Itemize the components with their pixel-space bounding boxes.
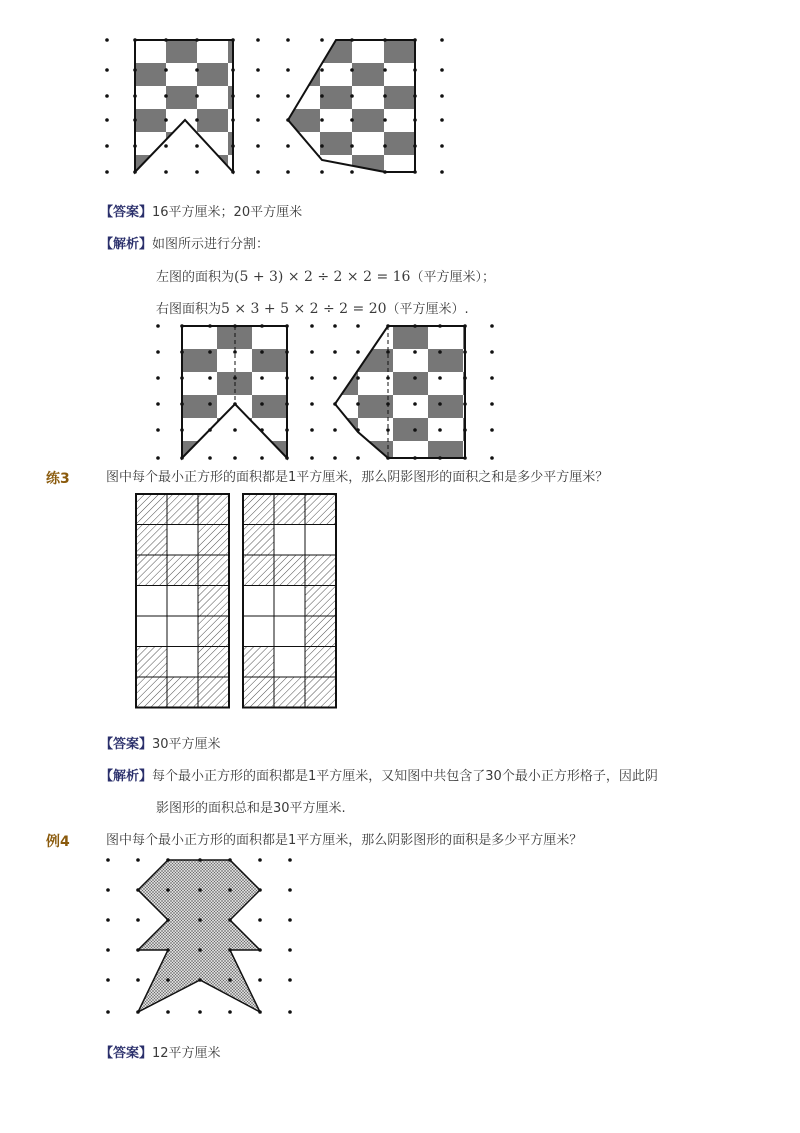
grid-dot [288, 1010, 292, 1014]
grid-dot [195, 94, 199, 98]
hatched-cell [167, 494, 198, 525]
grid-dot [320, 38, 324, 42]
grid-dot [156, 456, 160, 460]
grid-dot [106, 888, 110, 892]
hatched-cell [198, 616, 229, 647]
hatched-cell [305, 555, 336, 586]
grid-dot [490, 428, 494, 432]
grid-dot [413, 144, 417, 148]
grid-dot [166, 1010, 170, 1014]
grid-dot [288, 918, 292, 922]
grid-dot [350, 38, 354, 42]
solution-text-line1: 每个最小正方形的面积都是1平方厘米，又知图中共包含了30个最小正方形格子，因此阴 [152, 769, 658, 784]
grid-dot [356, 456, 360, 460]
grid-dot [156, 428, 160, 432]
grid-dot [105, 68, 109, 72]
grid-dot [288, 978, 292, 982]
empty-cell [167, 525, 198, 556]
figure-hatched-grids [0, 490, 800, 710]
grid-dot [285, 428, 289, 432]
grid-dot [136, 918, 140, 922]
grid-dot [256, 94, 260, 98]
grid-dot [463, 456, 467, 460]
hatched-cell [136, 525, 167, 556]
empty-cell [136, 616, 167, 647]
grid-dot [463, 376, 467, 380]
grid-dot [256, 170, 260, 174]
right-divided-shape [335, 326, 465, 458]
grid-dot [260, 376, 264, 380]
grid-dot [320, 94, 324, 98]
grid-dot [233, 376, 237, 380]
empty-cell [274, 586, 305, 617]
answer-3 [100, 736, 221, 754]
grid-dot [288, 858, 292, 862]
answer-text: 16平方厘米；20平方厘米 [152, 205, 303, 220]
grid-dot [386, 350, 390, 354]
grid-dot [333, 456, 337, 460]
answer-tag: 【答案】 [100, 737, 153, 752]
grid-dot [106, 948, 110, 952]
grid-dot [156, 376, 160, 380]
grid-dot [490, 456, 494, 460]
figure-checkered-shapes [0, 0, 800, 200]
solution-1 [100, 236, 269, 254]
grid-dot [463, 402, 467, 406]
grid-dot [233, 456, 237, 460]
grid-dot [440, 68, 444, 72]
grid-dot [198, 1010, 202, 1014]
grid-dot [285, 402, 289, 406]
grid-dot [164, 68, 168, 72]
grid-dot [166, 948, 170, 952]
grid-dot [228, 888, 232, 892]
grid-dot [333, 324, 337, 328]
hatched-cell [136, 555, 167, 586]
example-4-question: 图中每个最小正方形的面积都是1平方厘米，那么阴影图形的面积是多少平方厘米？ [106, 833, 583, 848]
grid-dot [413, 118, 417, 122]
grid-dot [350, 94, 354, 98]
grid-dot [260, 456, 264, 460]
grid-dot [164, 94, 168, 98]
grid-dot [156, 324, 160, 328]
line2-prefix: 右图面积为 [156, 302, 222, 317]
exercise-3-label: 练3 [46, 471, 70, 487]
grid-dot [490, 350, 494, 354]
grid-dot [286, 118, 290, 122]
grid-dot [198, 918, 202, 922]
hatched-cell [136, 647, 167, 678]
grid-dot [356, 350, 360, 354]
exercise-3-question: 图中每个最小正方形的面积都是1平方厘米，那么阴影图形的面积之和是多少平方厘米？ [106, 470, 609, 485]
grid-dot [285, 350, 289, 354]
line2-suffix: （平方厘米）. [386, 302, 469, 317]
grid-dot [288, 948, 292, 952]
grid-dot [231, 144, 235, 148]
grid-dot [180, 350, 184, 354]
grid-dot [383, 144, 387, 148]
grid-dot [258, 918, 262, 922]
grid-dot [208, 402, 212, 406]
grid-dot [438, 350, 442, 354]
hatched-cell [305, 677, 336, 708]
grid-dot [195, 170, 199, 174]
grid-dot [256, 68, 260, 72]
grid-dot [383, 38, 387, 42]
grid-dot [133, 170, 137, 174]
solution-1-line2 [156, 300, 469, 319]
grid-dot [260, 428, 264, 432]
hatched-cell [274, 555, 305, 586]
grid-dot [285, 456, 289, 460]
grid-dot [195, 144, 199, 148]
answer-tag: 【答案】 [100, 1046, 153, 1061]
grid-dot [133, 68, 137, 72]
grid-dot [198, 978, 202, 982]
hatched-cell [243, 494, 274, 525]
grid-dot [286, 144, 290, 148]
grid-dot [106, 978, 110, 982]
grid-dot [413, 170, 417, 174]
grid-dot [440, 94, 444, 98]
grid-dot [136, 978, 140, 982]
hatched-cell [198, 494, 229, 525]
grid-dot [383, 118, 387, 122]
grid-dot [490, 402, 494, 406]
grid-dot [286, 170, 290, 174]
grid-dot [105, 94, 109, 98]
example-4-label: 例4 [46, 834, 70, 850]
hatched-cell [305, 616, 336, 647]
grid-dot [386, 324, 390, 328]
answer-1 [100, 204, 302, 222]
grid-dot [310, 376, 314, 380]
hatched-cell [243, 525, 274, 556]
grid-dot [180, 456, 184, 460]
grid-dot [490, 376, 494, 380]
grid-dot [438, 456, 442, 460]
grid-dot [166, 918, 170, 922]
grid-dot [320, 68, 324, 72]
grid-dot [288, 888, 292, 892]
grid-dot [136, 888, 140, 892]
grid-dot [156, 402, 160, 406]
grid-dot [208, 350, 212, 354]
hatched-cell [198, 525, 229, 556]
grid-dot [180, 376, 184, 380]
grid-dot [105, 170, 109, 174]
grid-dot [356, 402, 360, 406]
hatched-cell [243, 647, 274, 678]
grid-dot [438, 428, 442, 432]
line1-math: (5 + 3) × 2 ÷ 2 × 2 = 16 [234, 269, 411, 285]
grid-dot [228, 948, 232, 952]
hatched-cell [274, 677, 305, 708]
grid-dot [166, 888, 170, 892]
grid-dot [133, 144, 137, 148]
grid-dot [383, 68, 387, 72]
grid-dot [233, 428, 237, 432]
grid-dot [231, 68, 235, 72]
empty-cell [274, 647, 305, 678]
empty-cell [274, 525, 305, 556]
grid-dot [438, 402, 442, 406]
grid-dot [413, 94, 417, 98]
grid-dot [208, 376, 212, 380]
answer-tag: 【答案】 [100, 205, 153, 220]
grid-dot [413, 68, 417, 72]
grid-dot [350, 144, 354, 148]
grid-dot [440, 118, 444, 122]
grid-dot [106, 858, 110, 862]
grid-dot [258, 948, 262, 952]
grid-dot [164, 170, 168, 174]
grid-dot [310, 402, 314, 406]
empty-cell [305, 525, 336, 556]
grid-dot [106, 918, 110, 922]
empty-cell [136, 586, 167, 617]
grid-dot [258, 888, 262, 892]
hatched-cell [198, 555, 229, 586]
grid-dot [133, 94, 137, 98]
grid-dot [233, 350, 237, 354]
grid-dot [105, 118, 109, 122]
grid-dot [195, 38, 199, 42]
grid-dot [286, 94, 290, 98]
grid-dot [310, 324, 314, 328]
grid-dot [413, 402, 417, 406]
empty-cell [243, 616, 274, 647]
grid-dot [463, 324, 467, 328]
grid-dot [440, 144, 444, 148]
solution-3-line2: 影图形的面积总和是30平方厘米. [156, 801, 346, 816]
hatched-cell [167, 677, 198, 708]
grid-dot [136, 858, 140, 862]
empty-cell [274, 616, 305, 647]
grid-dot [198, 858, 202, 862]
grid-dot [386, 376, 390, 380]
hatched-cell [274, 494, 305, 525]
grid-dot [198, 888, 202, 892]
grid-dot [195, 118, 199, 122]
solution-tag: 【解析】 [100, 237, 153, 252]
grid-dot [164, 38, 168, 42]
hatched-cell [305, 494, 336, 525]
grid-dot [133, 118, 137, 122]
grid-dot [260, 324, 264, 328]
grid-dot [180, 428, 184, 432]
grid-dot [386, 428, 390, 432]
hatched-cell [136, 677, 167, 708]
grid-dot [413, 456, 417, 460]
grid-dot [228, 858, 232, 862]
grid-dot [320, 118, 324, 122]
grid-dot [164, 144, 168, 148]
grid-dot [231, 170, 235, 174]
grid-dot [258, 1010, 262, 1014]
grid-dot [413, 376, 417, 380]
solution-3 [100, 768, 658, 786]
grid-dot [198, 948, 202, 952]
hatched-cell [305, 586, 336, 617]
hatched-cell [198, 677, 229, 708]
answer-text: 12平方厘米 [152, 1046, 221, 1061]
grid-dot [166, 858, 170, 862]
grid-dot [208, 324, 212, 328]
solution-tag: 【解析】 [100, 769, 153, 784]
grid-dot [463, 350, 467, 354]
hatched-cell [243, 677, 274, 708]
grid-dot [320, 170, 324, 174]
grid-dot [256, 38, 260, 42]
grid-dot [256, 118, 260, 122]
grid-dot [333, 428, 337, 432]
answer-4 [100, 1045, 221, 1063]
grid-dot [310, 350, 314, 354]
grid-dot [286, 68, 290, 72]
grid-dot [286, 38, 290, 42]
hatched-cell [305, 647, 336, 678]
grid-dot [356, 324, 360, 328]
grid-dot [166, 978, 170, 982]
grid-dot [164, 118, 168, 122]
grid-dot [285, 324, 289, 328]
grid-dot [233, 324, 237, 328]
grid-dot [438, 376, 442, 380]
grid-dot [350, 118, 354, 122]
grid-dot [136, 1010, 140, 1014]
grid-dot [440, 170, 444, 174]
grid-dot [386, 402, 390, 406]
grid-dot [356, 428, 360, 432]
left-checkered-shape [135, 40, 233, 172]
line2-math: 5 × 3 + 5 × 2 ÷ 2 = 20 [221, 301, 387, 317]
grid-dot [310, 428, 314, 432]
grid-dot [231, 38, 235, 42]
answer-text: 30平方厘米 [152, 737, 221, 752]
grid-dot [463, 428, 467, 432]
line1-prefix: 左图的面积为 [156, 270, 235, 285]
grid-dot [258, 858, 262, 862]
grid-dot [310, 456, 314, 460]
grid-dot [228, 918, 232, 922]
robot-shape [138, 860, 260, 1012]
solution-1-line1 [156, 268, 495, 287]
grid-dot [285, 376, 289, 380]
grid-dot [356, 376, 360, 380]
hatched-cell [136, 494, 167, 525]
grid-dot [438, 324, 442, 328]
grid-dot [195, 68, 199, 72]
grid-dot [260, 350, 264, 354]
grid-dot [231, 94, 235, 98]
line1-suffix: （平方厘米）； [410, 270, 495, 285]
grid-dot [260, 402, 264, 406]
figure-robot-shape [0, 850, 800, 1050]
grid-dot [180, 324, 184, 328]
grid-dot [233, 402, 237, 406]
grid-dot [133, 38, 137, 42]
grid-dot [383, 94, 387, 98]
empty-cell [167, 647, 198, 678]
right-checkered-shape [288, 40, 415, 172]
figure-divided-shapes [0, 322, 800, 462]
grid-dot [350, 170, 354, 174]
grid-dot [105, 38, 109, 42]
grid-dot [156, 350, 160, 354]
grid-dot [208, 428, 212, 432]
grid-dot [386, 456, 390, 460]
grid-dot [333, 376, 337, 380]
grid-dot [180, 402, 184, 406]
grid-dot [105, 144, 109, 148]
grid-dot [228, 978, 232, 982]
grid-dot [413, 324, 417, 328]
grid-dot [258, 978, 262, 982]
grid-dot [208, 456, 212, 460]
grid-dot [413, 428, 417, 432]
grid-dot [440, 38, 444, 42]
grid-dot [256, 144, 260, 148]
grid-dot [413, 350, 417, 354]
empty-cell [243, 586, 274, 617]
grid-dot [333, 402, 337, 406]
grid-dot [106, 1010, 110, 1014]
grid-dot [228, 1010, 232, 1014]
grid-dot [231, 118, 235, 122]
empty-cell [167, 616, 198, 647]
hatched-cell [167, 555, 198, 586]
grid-dot [383, 170, 387, 174]
empty-cell [167, 586, 198, 617]
grid-dot [350, 68, 354, 72]
grid-dot [136, 948, 140, 952]
hatched-cell [198, 586, 229, 617]
grid-dot [320, 144, 324, 148]
grid-dot [413, 38, 417, 42]
solution-text: 如图所示进行分割： [152, 237, 270, 252]
hatched-cell [243, 555, 274, 586]
hatched-cell [198, 647, 229, 678]
grid-dot [333, 350, 337, 354]
grid-dot [490, 324, 494, 328]
